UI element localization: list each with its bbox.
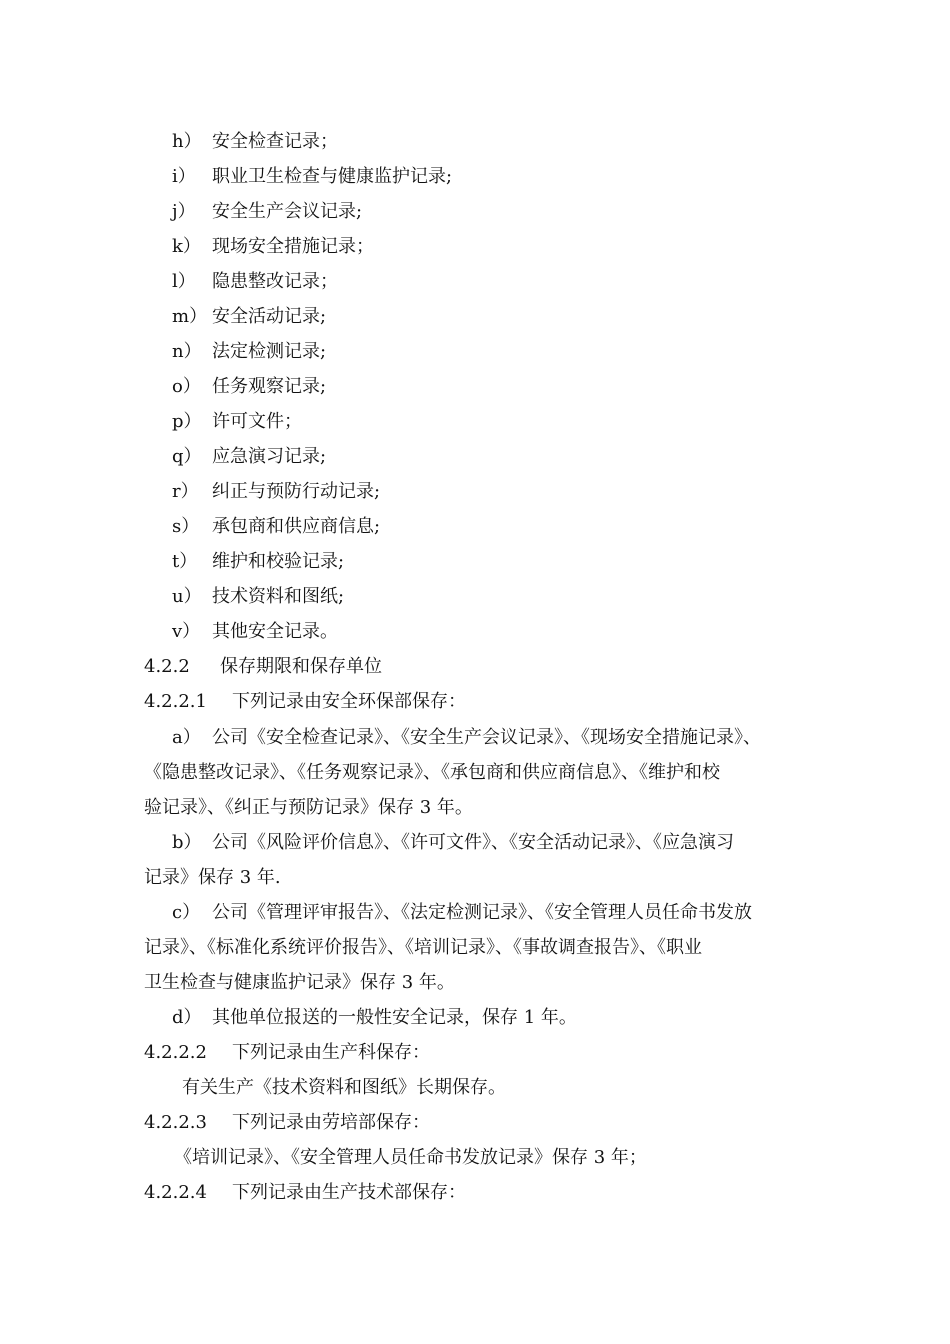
paragraph-a-line2: 《隐患整改记录》、《任务观察记录》、《承包商和供应商信息》、《维护和校 (144, 762, 720, 783)
para-label: b） (172, 832, 202, 853)
list-item-label: s） (172, 516, 200, 537)
paragraph-c-line1 (172, 901, 752, 925)
list-item-label: u） (172, 586, 202, 607)
list-item-text: 法定检测记录; (212, 341, 327, 362)
list-item (172, 585, 344, 609)
paragraph-d (172, 1006, 577, 1030)
section-heading-4-2-2-3 (144, 1111, 430, 1135)
section-heading-4-2-2-4 (144, 1181, 466, 1205)
section-title: 下列记录由生产技术部保存： (232, 1182, 466, 1203)
list-item-text: 现场安全措施记录； (212, 236, 374, 257)
section-body-4-2-2-3: 《培训记录》、《安全管理人员任命书发放记录》保存 3 年； (174, 1147, 647, 1168)
list-item (172, 550, 344, 574)
list-item (172, 340, 326, 364)
paragraph-a-line1 (172, 726, 761, 750)
list-item-label: i） (172, 166, 196, 187)
list-item-label: v） (172, 621, 201, 642)
section-body-4-2-2-2: 有关生产《技术资料和图纸》长期保存。 (182, 1077, 506, 1098)
section-heading-4-2-2 (144, 655, 382, 679)
para-label: d） (172, 1007, 202, 1028)
list-item (172, 480, 380, 504)
paragraph-b-line1 (172, 831, 734, 855)
list-item-label: l） (172, 271, 196, 292)
list-item-text: 应急演习记录; (212, 446, 327, 467)
list-item-text: 安全检查记录； (212, 131, 338, 152)
list-item (172, 620, 338, 644)
list-item-label: q） (172, 446, 202, 467)
list-item-label: k） (172, 236, 201, 257)
list-item-label: n） (172, 341, 202, 362)
list-item (172, 305, 326, 329)
section-title: 下列记录由安全环保部保存： (232, 691, 466, 712)
list-item-label: p） (172, 411, 202, 432)
list-item-text: 职业卫生检查与健康监护记录; (212, 166, 453, 187)
list-item-label: r） (172, 481, 199, 502)
section-number: 4.2.2.2 (144, 1042, 207, 1063)
list-item-label: o） (172, 376, 201, 397)
list-item-label: j） (172, 201, 196, 222)
section-title: 保存期限和保存单位 (220, 656, 382, 677)
list-item (172, 165, 452, 189)
para-text: 其他单位报送的一般性安全记录，保存 1 年。 (212, 1007, 577, 1028)
list-item-text: 安全活动记录; (212, 306, 327, 327)
section-number: 4.2.2.4 (144, 1182, 207, 1203)
list-item (172, 410, 302, 434)
list-item (172, 445, 326, 469)
section-number: 4.2.2 (144, 656, 190, 677)
para-label: a） (172, 727, 201, 748)
list-item-text: 承包商和供应商信息; (212, 516, 381, 537)
paragraph-c-line3: 卫生检查与健康监护记录》保存 3 年。 (144, 972, 455, 993)
list-item (172, 130, 338, 154)
section-heading-4-2-2-1 (144, 690, 466, 714)
list-item-label: m） (172, 306, 208, 327)
list-item-text: 其他安全记录。 (212, 621, 338, 642)
list-item-label: t） (172, 551, 198, 572)
list-item-text: 安全生产会议记录; (212, 201, 363, 222)
list-item (172, 270, 338, 294)
section-number: 4.2.2.3 (144, 1112, 207, 1133)
list-item (172, 515, 380, 539)
list-item-label: h） (172, 131, 202, 152)
list-item-text: 隐患整改记录； (212, 271, 338, 292)
paragraph-c-line2: 记录》、《标准化系统评价报告》、《培训记录》、《事故调查报告》、《职业 (144, 937, 702, 958)
list-item-text: 技术资料和图纸; (212, 586, 345, 607)
para-label: c） (172, 902, 201, 923)
section-title: 下列记录由劳培部保存： (232, 1112, 430, 1133)
paragraph-b-line2: 记录》保存 3 年. (144, 867, 281, 888)
list-item (172, 235, 374, 259)
list-item-text: 纠正与预防行动记录; (212, 481, 381, 502)
paragraph-a-line3: 验记录》、《纠正与预防记录》保存 3 年。 (144, 797, 473, 818)
para-text: 公司《管理评审报告》、《法定检测记录》、《安全管理人员任命书发放 (212, 902, 752, 923)
section-heading-4-2-2-2 (144, 1041, 430, 1065)
list-item (172, 375, 326, 399)
section-number: 4.2.2.1 (144, 691, 207, 712)
list-item (172, 200, 362, 224)
list-item-text: 任务观察记录; (212, 376, 327, 397)
section-title: 下列记录由生产科保存： (232, 1042, 430, 1063)
list-item-text: 维护和校验记录; (212, 551, 345, 572)
para-text: 公司《安全检查记录》、《安全生产会议记录》、《现场安全措施记录》、 (212, 727, 761, 748)
list-item-text: 许可文件； (212, 411, 302, 432)
para-text: 公司《风险评价信息》、《许可文件》、《安全活动记录》、《应急演习 (212, 832, 734, 853)
